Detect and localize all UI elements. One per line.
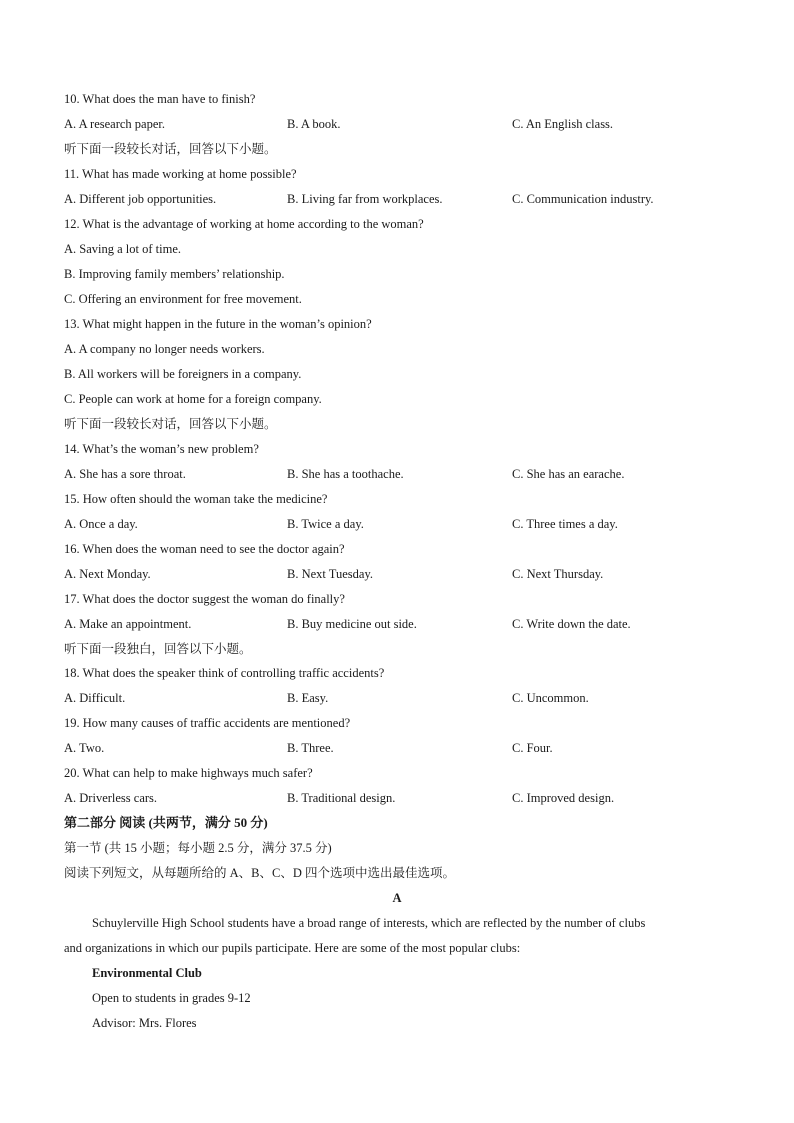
passage-paragraph-line-1: Schuylerville High School students have a broad range of interests, which are reflected by the number of clubs bbox=[92, 916, 646, 930]
instruction-long-dialogue: 听下面一段较长对话，回答以下小题。 bbox=[64, 142, 277, 156]
question-14: 14. What’s the woman’s new problem? bbox=[64, 442, 259, 456]
option-b: B. A book. bbox=[287, 117, 341, 131]
option-b: B. Buy medicine out side. bbox=[287, 617, 417, 631]
question-16: 16. When does the woman need to see the doctor again? bbox=[64, 542, 345, 556]
club-title: Environmental Club bbox=[92, 966, 202, 980]
instruction-monologue: 听下面一段独白，回答以下小题。 bbox=[64, 642, 252, 656]
option-c: C. Improved design. bbox=[512, 791, 615, 805]
option-b: B. She has a toothache. bbox=[287, 467, 404, 481]
option-a: A. Driverless cars. bbox=[64, 791, 158, 805]
option-a: A. Saving a lot of time. bbox=[64, 242, 181, 256]
section1-heading: 第一节 (共 15 小题；每小题 2.5 分，满分 37.5 分) bbox=[64, 841, 332, 855]
option-a: A. Make an appointment. bbox=[64, 617, 192, 631]
option-c: C. Uncommon. bbox=[512, 691, 589, 705]
question-14-options bbox=[64, 466, 730, 482]
instruction-long-dialogue: 听下面一段较长对话，回答以下小题。 bbox=[64, 417, 277, 431]
question-19-options bbox=[64, 740, 730, 756]
option-b: B. Living far from workplaces. bbox=[287, 192, 443, 206]
option-a: A. A research paper. bbox=[64, 117, 166, 131]
option-c: C. Next Thursday. bbox=[512, 567, 604, 581]
passage-paragraph-line-2: and organizations in which our pupils participate. Here are some of the most popular clubs: bbox=[64, 941, 521, 955]
question-20-options bbox=[64, 790, 730, 806]
option-c: C. Write down the date. bbox=[512, 617, 631, 631]
passage-label: A bbox=[392, 891, 402, 905]
club-advisor: Advisor: Mrs. Flores bbox=[92, 1016, 197, 1030]
question-15-options bbox=[64, 516, 730, 532]
question-20: 20. What can help to make highways much safer? bbox=[64, 766, 313, 780]
option-a: A. Once a day. bbox=[64, 517, 138, 531]
option-c: C. Three times a day. bbox=[512, 517, 618, 531]
option-a: A. Two. bbox=[64, 741, 105, 755]
option-a: A. Different job opportunities. bbox=[64, 192, 217, 206]
question-10-options bbox=[64, 116, 730, 132]
question-17-options bbox=[64, 616, 730, 632]
option-a: A. Next Monday. bbox=[64, 567, 151, 581]
question-19: 19. How many causes of traffic accidents are mentioned? bbox=[64, 716, 351, 730]
question-18: 18. What does the speaker think of controlling traffic accidents? bbox=[64, 666, 385, 680]
question-10: 10. What does the man have to finish? bbox=[64, 92, 256, 106]
option-b: B. All workers will be foreigners in a company. bbox=[64, 367, 302, 381]
option-b: B. Improving family members’ relationship. bbox=[64, 267, 285, 281]
option-b: B. Next Tuesday. bbox=[287, 567, 374, 581]
part2-heading: 第二部分 阅读 (共两节，满分 50 分) bbox=[64, 815, 268, 830]
question-11: 11. What has made working at home possible? bbox=[64, 167, 297, 181]
option-a: A. A company no longer needs workers. bbox=[64, 342, 265, 356]
option-b: B. Easy. bbox=[287, 691, 329, 705]
question-11-options bbox=[64, 191, 730, 207]
option-b: B. Traditional design. bbox=[287, 791, 396, 805]
question-18-options bbox=[64, 690, 730, 706]
option-c: C. Offering an environment for free movement. bbox=[64, 292, 302, 306]
option-a: A. She has a sore throat. bbox=[64, 467, 186, 481]
option-b: B. Twice a day. bbox=[287, 517, 364, 531]
question-15: 15. How often should the woman take the medicine? bbox=[64, 492, 328, 506]
question-17: 17. What does the doctor suggest the woman do finally? bbox=[64, 592, 345, 606]
option-a: A. Difficult. bbox=[64, 691, 126, 705]
option-c: C. Four. bbox=[512, 741, 553, 755]
question-13: 13. What might happen in the future in the woman’s opinion? bbox=[64, 317, 372, 331]
question-12: 12. What is the advantage of working at home according to the woman? bbox=[64, 217, 424, 231]
option-b: B. Three. bbox=[287, 741, 334, 755]
option-c: C. She has an earache. bbox=[512, 467, 625, 481]
option-c: C. People can work at home for a foreign company. bbox=[64, 392, 322, 406]
question-16-options bbox=[64, 566, 730, 582]
option-c: C. Communication industry. bbox=[512, 192, 654, 206]
reading-directions: 阅读下列短文，从每题所给的 A、B、C、D 四个选项中选出最佳选项。 bbox=[64, 866, 455, 880]
club-grades: Open to students in grades 9-12 bbox=[92, 991, 251, 1005]
option-c: C. An English class. bbox=[512, 117, 614, 131]
